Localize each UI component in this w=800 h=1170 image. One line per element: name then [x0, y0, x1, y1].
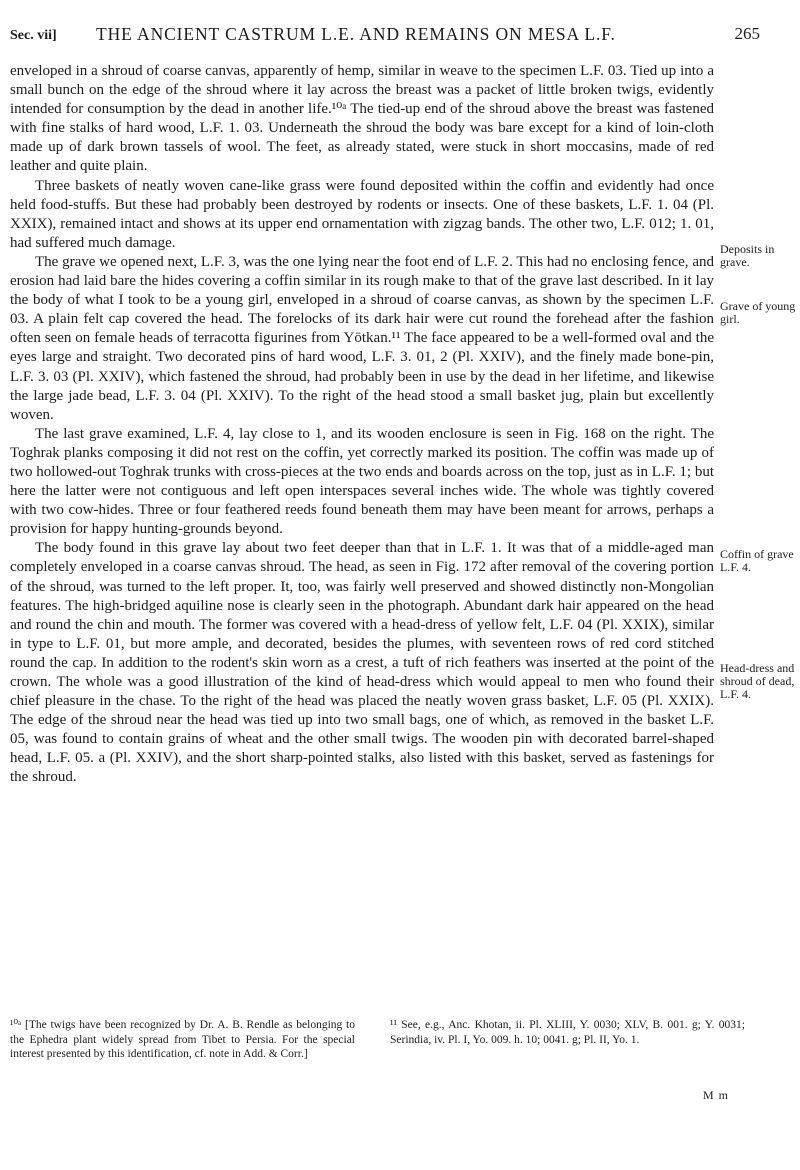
- page-number: 265: [734, 24, 760, 43]
- running-title: THE ANCIENT CASTRUM L.E. AND REMAINS ON MESA L.F.: [96, 24, 616, 44]
- paragraph: The grave we opened next, L.F. 3, was the one lying near the foot end of L.F. 2. This had no enclosing fence, and erosion had laid bare the hides covering a coffin similar in its rough make to that of the grave last described. In it lay the body of what I took to be a young girl, enveloped in a shroud of coarse canvas, as shown by the specimen L.F. 03. A plain felt cap covered the head. The forelocks of its dark hair were cut round the forehead after the fashion often seen on female heads of terracotta figurines from Yōtkan.¹¹ The face appeared to be a well-formed oval and the eyes large and straight. Two decorated pins of hard wood, L.F. 3. 01, 2 (Pl. XXIV), and the finely made bone-pin, L.F. 3. 03 (Pl. XXIV), which fastened the shroud, had probably been in use by the dead in her lifetime, and likewise the large jade bead, L.F. 3. 04 (Pl. XXIV). To the right of the head stood a small basket jug, plain but excellently woven.: [10, 253, 714, 423]
- signature-mark: M m: [703, 1088, 730, 1102]
- footnote-10a: ¹⁰ᵃ [The twigs have been recognized by Dr. A. B. Rendle as belonging to the Ephedra plant widely spread from Tibet to Persia. For the special interest presented by this identification, cf. note in Add. & Corr.]: [10, 1019, 355, 1061]
- footnote-11: ¹¹ See, e.g., Anc. Khotan, ii. Pl. XLIII, Y. 0030; XLV, B. 001. g; Y. 0031; Serindia, iv. Pl. I, Yo. 009. h. 10; 0041. g; Pl. II, Yo. 1.: [390, 1019, 745, 1046]
- section-number: Sec. vii]: [10, 28, 57, 43]
- margin-note: Grave of young girl.: [720, 299, 796, 326]
- paragraph: enveloped in a shroud of coarse canvas, apparently of hemp, similar in weave to the specimen L.F. 03. Tied up into a small bunch on the edge of the shroud where it lay across the breast was a packet of little broken twigs, evidently intended for consumption by the dead in another life.¹⁰ᵃ The tied-up end of the shroud above the breast was fastened with fine stalks of hard wood, L.F. 1. 03. Underneath the shroud the body was bare except for a kind of loin-cloth made up of dark brown tassels of wool. The feet, as already stated, were stuck in short moccasins, made of red leather and quite plain.: [10, 63, 714, 175]
- paragraph: The body found in this grave lay about two feet deeper than that in L.F. 1. It was that of a middle-aged man completely enveloped in a coarse canvas shroud. The head, as seen in Fig. 172 after removal of the covering portion of the shroud, was turned to the left proper. It, too, was fairly well preserved and showed distinctly non-Mongolian features. The high-bridged aquiline nose is clearly seen in the photograph. Abundant dark hair appeared on the head and round the chin and mouth. The former was covered with a head-dress of yellow felt, L.F. 04 (Pl. XXIX), similar in type to L.F. 01, but more ample, and decorated, besides the plumes, with seventeen rows of red cord stitched round the cap. In addition to the rodent's skin worn as a crest, a tuft of rich feathers was inserted at the point of the crown. The whole was a good illustration of the kind of head-dress which would appeal to men who found their chief pleasure in the chase. To the right of the head was placed the neatly woven grass basket, L.F. 05 (Pl. XXIX). The edge of the shroud near the head was tied up into two small bags, one of which, as removed in the basket L.F. 05, was found to contain grains of wheat and the other small twigs. The wooden pin with decorated barrel-shaped head, L.F. 05. a (Pl. XXIV), and the short sharp-pointed stalks, also listed with this basket, served as fastenings for the shroud.: [10, 540, 714, 786]
- paragraph: Three baskets of neatly woven cane-like grass were found deposited within the coffin and evidently had once held food-stuffs. But these had probably been destroyed by rodents or insects. One of these baskets, L.F. 1. 04 (Pl. XXIX), remained intact and shows at its upper end ornamentation with zigzag bands. The other two, L.F. 012; 1. 01, had suffered much damage.: [10, 177, 714, 251]
- margin-note: Head-dress and shroud of dead, L.F. 4.: [720, 661, 795, 701]
- margin-note: Deposits in grave.: [720, 242, 775, 269]
- paragraph: The last grave examined, L.F. 4, lay close to 1, and its wooden enclosure is seen in Fig. 168 on the right. The Toghrak planks composing it did not rest on the coffin, yet correctly marked its position. The coffin was made up of two hollowed-out Toghrak trunks with cross-pieces at the two ends and boards across on the top, just as in L.F. 1; but here the latter were not contiguous and left open interspaces several inches wide. The whole was tightly covered with two cow-hides. Three or four feathered reeds found beneath them may have been meant for arrows, perhaps a provision for happy hunting-grounds beyond.: [10, 425, 714, 538]
- body-text: [10, 62, 714, 788]
- running-header: [10, 22, 760, 52]
- margin-note: Coffin of grave L.F. 4.: [720, 547, 794, 574]
